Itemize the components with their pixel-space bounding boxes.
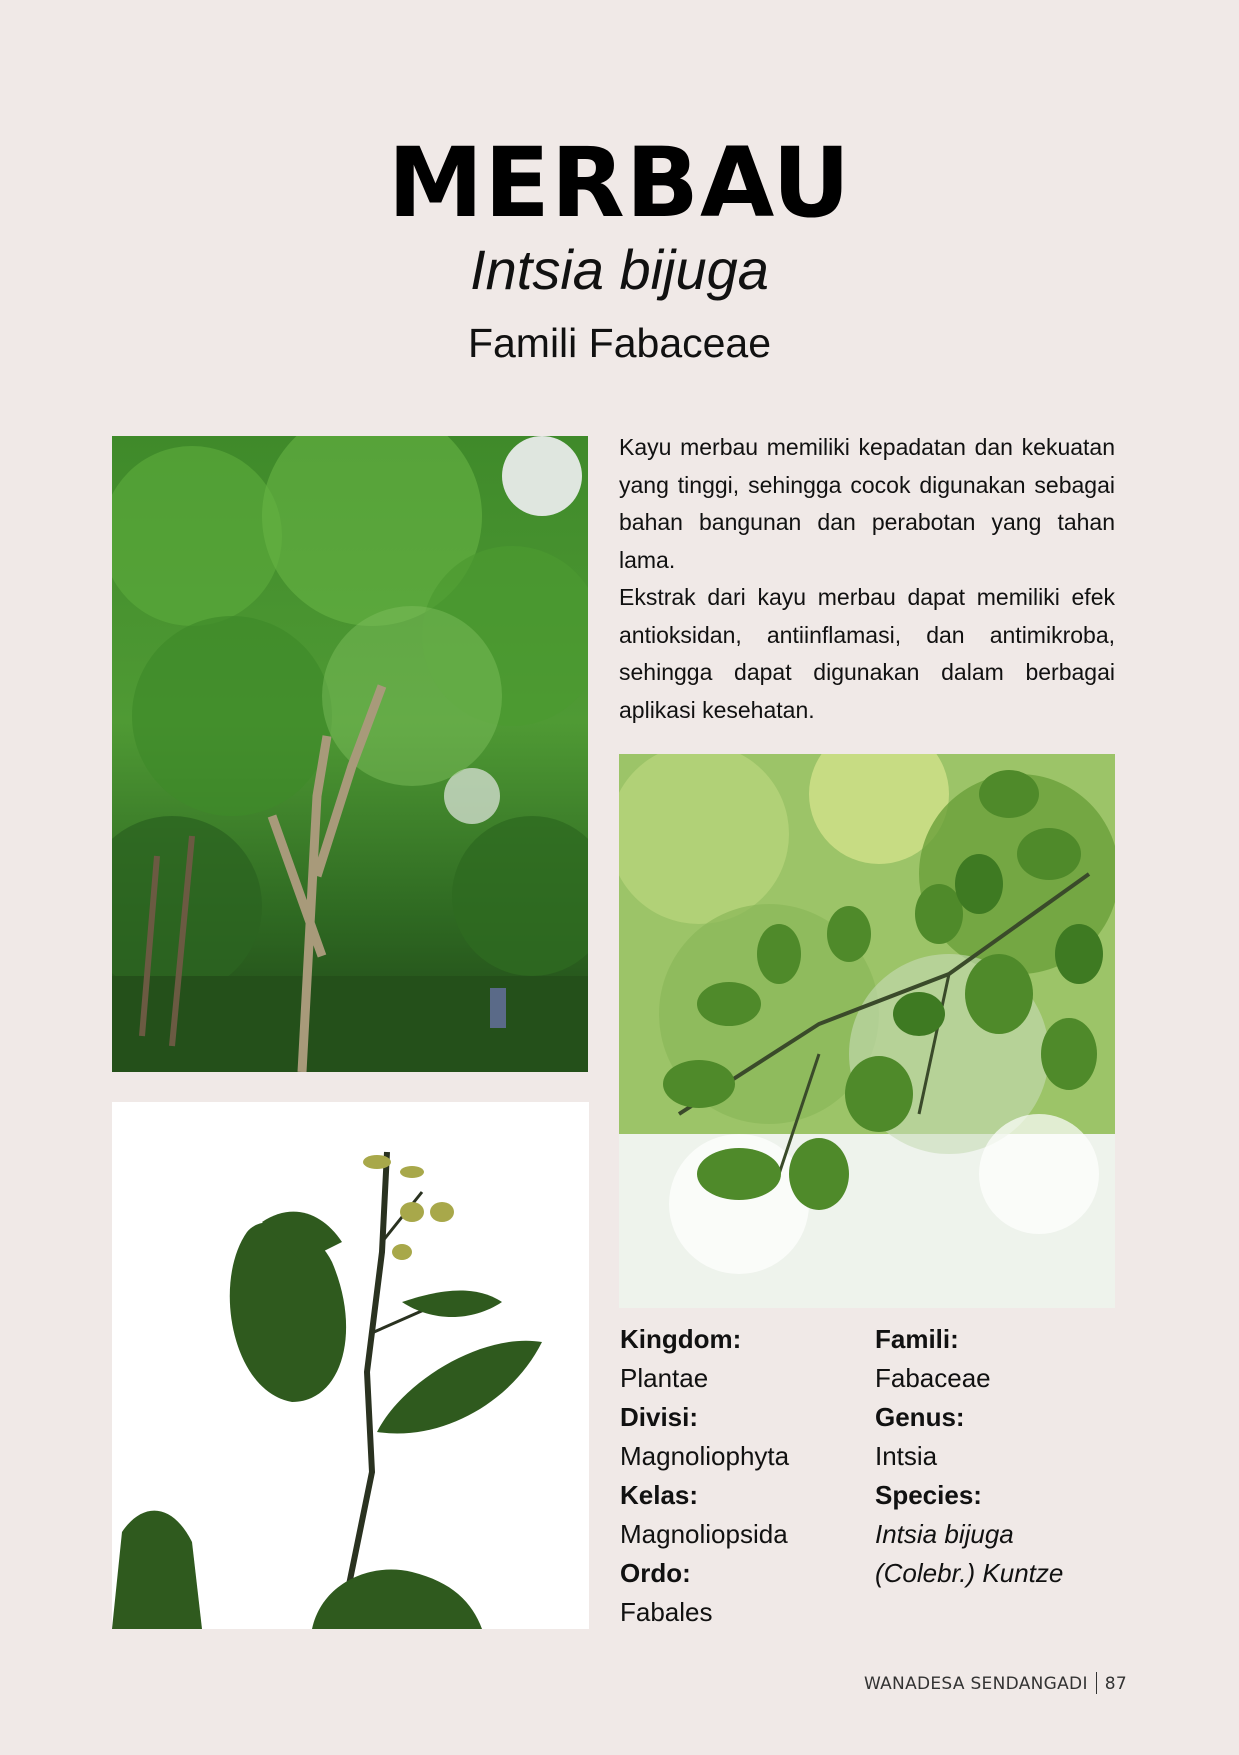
tree-photo <box>112 436 588 1072</box>
family-subtitle: Famili Fabaceae <box>467 320 772 366</box>
page-title: MERBAU <box>387 127 852 239</box>
species-authority: (Colebr.) Kuntze <box>875 1558 1064 1588</box>
taxonomy-left-column <box>620 1320 860 1632</box>
taxonomy-right-column <box>875 1320 1115 1593</box>
divisi-value: Magnoliophyta <box>620 1441 790 1471</box>
description-paragraph: Kayu merbau memiliki kepadatan dan kekuatan yang tinggi, sehingga cocok digunakan sebagai bahan bangunan dan perabotan yang tahan lama. <box>619 434 1115 573</box>
ordo-value: Fabales <box>620 1597 713 1627</box>
species-label: Species: <box>875 1480 982 1510</box>
kingdom-value: Plantae <box>620 1363 709 1393</box>
page-footer <box>864 1672 1127 1694</box>
scientific-name: Intsia bijuga <box>470 238 769 301</box>
leaf-specimen-photo <box>112 1102 589 1629</box>
kingdom-label: Kingdom: <box>620 1324 742 1354</box>
description-paragraph: Ekstrak dari kayu merbau dapat memiliki efek antioksidan, antiinflamasi, dan antimikroba, sehingga dapat digunakan dalam berbagai aplikasi kesehatan. <box>619 584 1115 723</box>
genus-label: Genus: <box>875 1402 965 1432</box>
famili-label: Famili: <box>875 1324 959 1354</box>
publication-name: WANADESA SENDANGADI <box>863 1674 1088 1694</box>
famili-value: Fabaceae <box>875 1363 991 1393</box>
description <box>619 429 1115 729</box>
genus-value: Intsia <box>875 1441 938 1471</box>
page-number: 87 <box>1104 1674 1127 1694</box>
species-value: Intsia bijuga <box>875 1519 1014 1549</box>
kelas-label: Kelas: <box>620 1480 699 1510</box>
leaves-canopy-photo <box>619 754 1115 1308</box>
divisi-label: Divisi: <box>620 1402 699 1432</box>
ordo-label: Ordo: <box>620 1558 691 1588</box>
footer-divider <box>1096 1672 1097 1694</box>
kelas-value: Magnoliopsida <box>620 1519 788 1549</box>
